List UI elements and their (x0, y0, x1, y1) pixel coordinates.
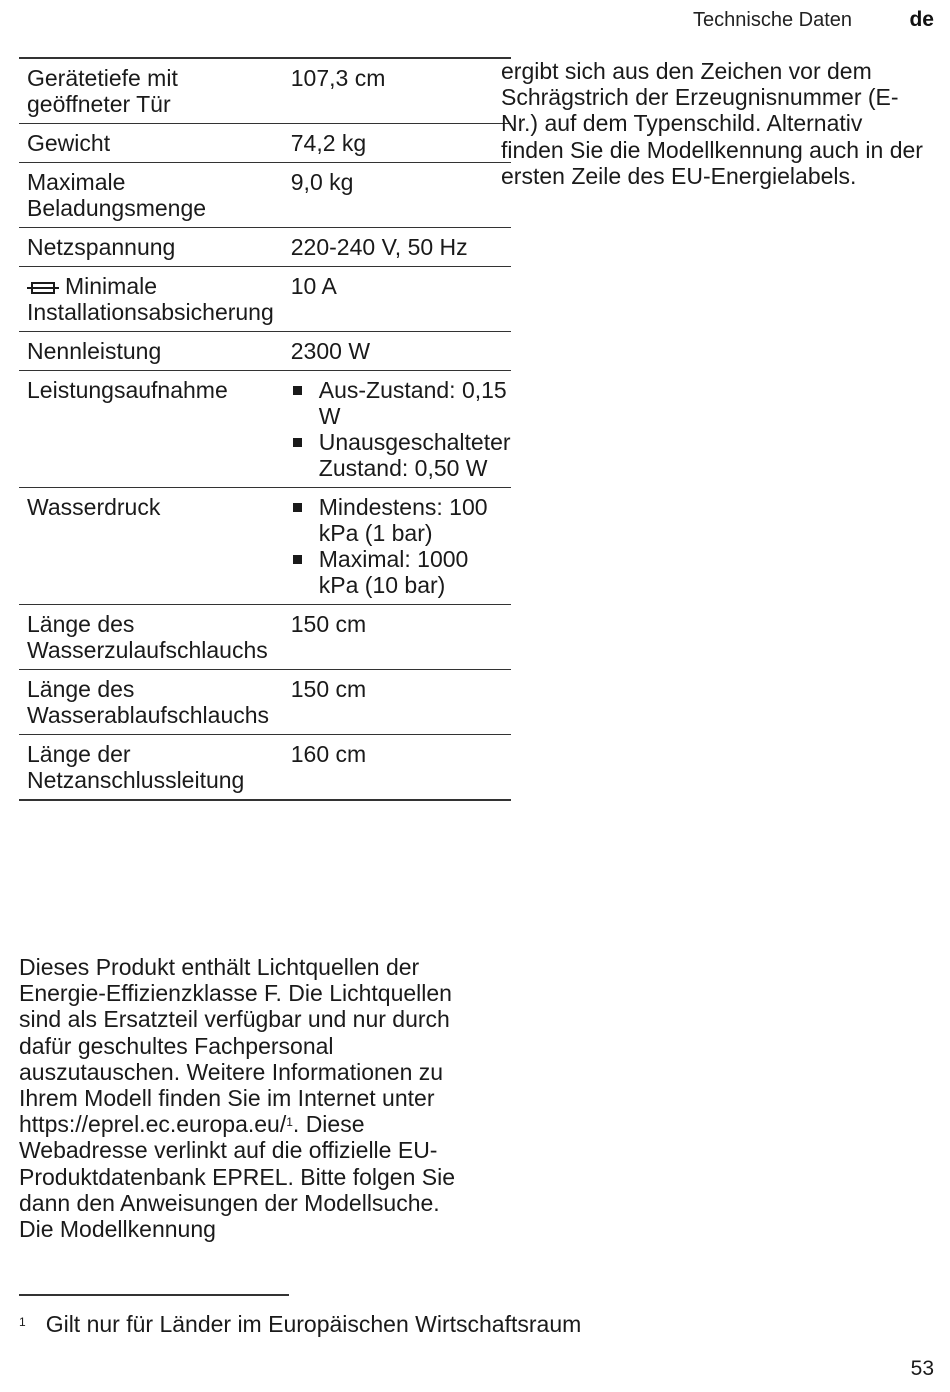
table-row (19, 163, 511, 228)
footnote-marker: 1 (19, 1315, 26, 1329)
list-item: Mindestens: 100 kPa (1 bar) (291, 494, 511, 546)
table-row (19, 58, 511, 124)
row-value: 107,3 cm (282, 58, 511, 124)
row-value: 150 cm (282, 605, 511, 670)
row-value: 220-240 V, 50 Hz (282, 228, 511, 267)
list-item: Maximal: 1000 kPa (10 bar) (291, 546, 511, 598)
row-value: 150 cm (282, 670, 511, 735)
row-value: 10 A (282, 267, 511, 332)
fuse-icon (27, 281, 59, 295)
row-label: Länge des Wasserzulaufschlauchs (19, 605, 282, 670)
body-paragraph (19, 954, 459, 1242)
table-row (19, 735, 511, 801)
table-row (19, 332, 511, 371)
table-row (19, 371, 511, 488)
row-value: 2300 W (282, 332, 511, 371)
list-item: Aus-Zustand: 0,15 W (291, 377, 511, 429)
page-number: 53 (910, 1357, 934, 1380)
footnote (19, 1310, 581, 1338)
running-header-language: de (909, 8, 934, 31)
row-value-list (282, 371, 511, 488)
row-label: Nennleistung (19, 332, 282, 371)
list-item: Unausgeschalteter Zustand: 0,50 W (291, 429, 511, 481)
row-label-with-icon (19, 267, 282, 332)
table-row (19, 488, 511, 605)
row-label: Gerätetiefe mit geöffneter Tür (19, 58, 282, 124)
footnote-text: Gilt nur für Länder im Europäischen Wirtschaftsraum (45, 1311, 582, 1337)
body-paragraph-continued: ergibt sich aus den Zeichen vor dem Schrägstrich der Erzeugnisnummer (E-Nr.) auf dem Typenschild. Alternativ finden Sie die Modellkennung auch in der ersten Zeile des EU-Energielabels. (501, 58, 923, 189)
table-row (19, 124, 511, 163)
table-row (19, 670, 511, 735)
footnote-divider (19, 1294, 289, 1296)
paragraph-text: . Diese Webadresse verlinkt auf die offizielle EU-Produktdatenbank EPREL. Bitte folgen Sie dann den Anweisungen der Modellsuche. Die Modellkennung (19, 1111, 456, 1243)
technical-data-table (19, 57, 511, 801)
row-value: 9,0 kg (282, 163, 511, 228)
row-label: Gewicht (19, 124, 282, 163)
row-label: Maximale Beladungsmenge (19, 163, 282, 228)
row-label: Netzspannung (19, 228, 282, 267)
row-label: Länge der Netzanschlussleitung (19, 735, 282, 801)
table-row (19, 605, 511, 670)
row-label: Leistungsaufnahme (19, 371, 282, 488)
row-value: 74,2 kg (282, 124, 511, 163)
table-row (19, 267, 511, 332)
row-value-list (282, 488, 511, 605)
footnote-reference[interactable]: 1 (286, 1115, 293, 1130)
row-label: Wasserdruck (19, 488, 282, 605)
table-row (19, 228, 511, 267)
running-header-section: Technische Daten (693, 9, 852, 31)
row-value: 160 cm (282, 735, 511, 801)
paragraph-text: Dieses Produkt enthält Lichtquellen der Energie-Effizienzklasse F. Die Lichtquellen sind als Ersatzteil verfügbar und nur durch dafür geschultes Fachpersonal auszutauschen. Weitere Informationen zu Ihrem Modell finden Sie im Internet unter https://eprel.ec.europa.eu/ (19, 954, 452, 1138)
row-label: Minimale Installationsabsicherung (27, 273, 274, 325)
row-label: Länge des Wasserablaufschlauchs (19, 670, 282, 735)
